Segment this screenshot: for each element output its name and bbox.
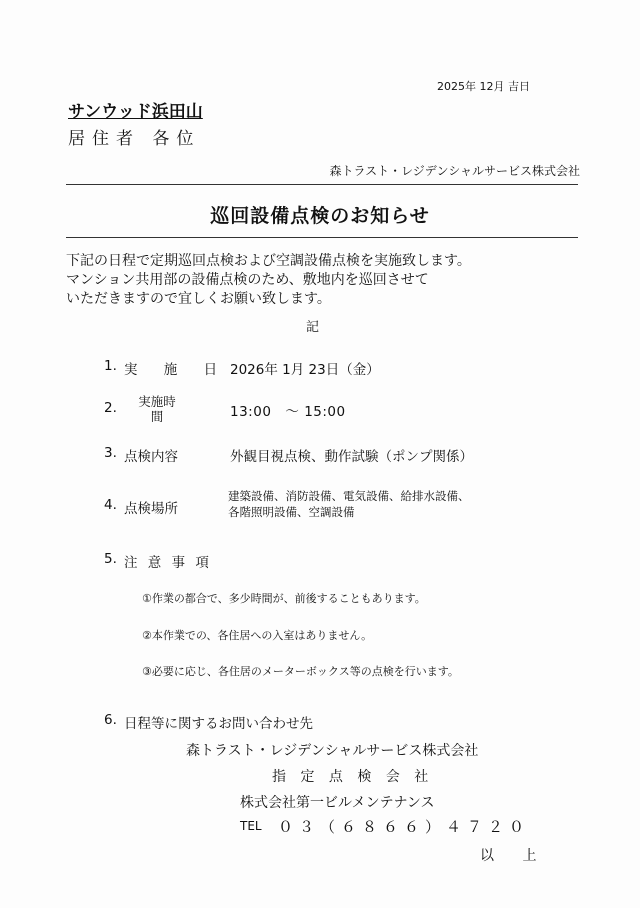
- sender-company: 森トラスト・レジデンシャルサービス株式会社: [329, 164, 580, 178]
- item-number: 2.: [104, 400, 117, 416]
- intro-paragraph: [66, 252, 586, 309]
- note-item: ②本作業での、各住居への入室はありません。: [142, 629, 373, 642]
- item-label-location: 点検場所: [124, 501, 178, 517]
- item-value-content: 外観目視点検、動作試験（ポンプ関係）: [230, 449, 473, 465]
- contact-designated: 指 定 点 検 会 社: [272, 769, 434, 785]
- title-rule-bottom: [66, 237, 578, 238]
- intro-line: マンション共用部の設備点検のため、敷地内を巡回させて: [66, 272, 429, 288]
- tel-label: TEL: [240, 819, 262, 833]
- item-number: 1.: [104, 358, 117, 374]
- contact-company: 森トラスト・レジデンシャルサービス株式会社: [186, 743, 479, 759]
- item-value-location: [228, 488, 528, 520]
- location-line: 建築設備、消防設備、電気設備、給排水設備、: [228, 489, 470, 503]
- closing-mark: 以 上: [480, 848, 549, 864]
- item-label-notes: 注 意 事 項: [124, 555, 212, 571]
- title-rule-top: [66, 184, 578, 185]
- item-number: 5.: [104, 551, 117, 567]
- item-label-line: 実施時: [138, 394, 176, 409]
- location-line: 各階照明設備、空調設備: [228, 505, 355, 519]
- intro-line: いただきますので宜しくお願い致します。: [66, 291, 331, 307]
- ki-heading: 記: [306, 320, 320, 335]
- issue-date: 2025年 12月 吉日: [437, 80, 530, 93]
- tel-number: ０３（６８６６）４７２０: [278, 818, 531, 836]
- item-value-date: 2026年 1月 23日（金）: [230, 362, 380, 378]
- item-number: 3.: [104, 445, 117, 461]
- recipient-name: サンウッド浜田山: [68, 102, 203, 122]
- recipient-sub: 居住者 各位: [68, 129, 201, 149]
- item-number: 6.: [104, 712, 117, 728]
- item-number: 4.: [104, 497, 117, 513]
- page-title: 巡回設備点検のお知らせ: [210, 205, 430, 227]
- item-label-date: 実 施 日: [124, 362, 229, 378]
- contact-contractor: 株式会社第一ビルメンテナンス: [240, 795, 435, 811]
- note-item: ③必要に応じ、各住居のメーターボックス等の点検を行います。: [142, 665, 459, 678]
- intro-line: 下記の日程で定期巡回点検および空調設備点検を実施致します。: [66, 253, 471, 269]
- item-value-time: 13:00 ～ 15:00: [230, 404, 346, 420]
- item-label-time: [124, 394, 190, 424]
- note-item: ①作業の都合で、多少時間が、前後することもあります。: [142, 592, 426, 605]
- item-label-contact: 日程等に関するお問い合わせ先: [124, 716, 313, 732]
- item-label-line: 間: [150, 409, 164, 424]
- item-label-content: 点検内容: [124, 449, 178, 465]
